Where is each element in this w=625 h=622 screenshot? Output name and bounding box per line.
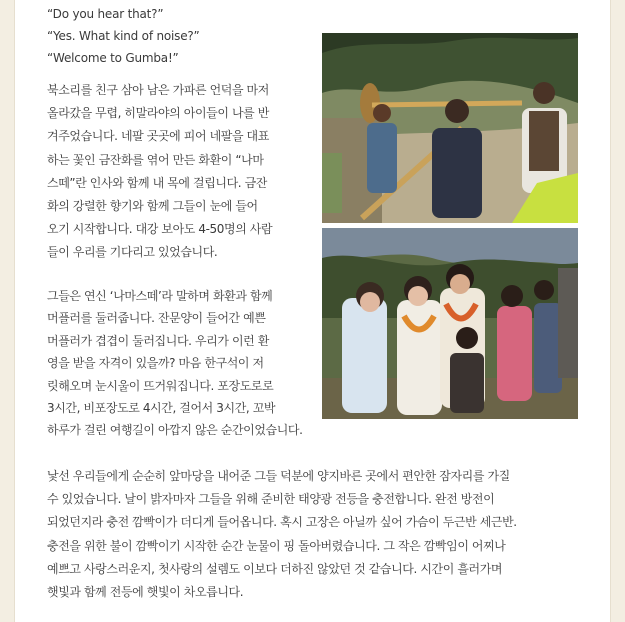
text-line: 들이 우리를 기다리고 있었습니다.	[47, 245, 218, 260]
photo-horn-players-image	[322, 33, 578, 223]
text-line: 머플러가 겹겹이 둘러집니다. 우리가 이런 환	[47, 333, 269, 348]
photo-garland-welcome	[322, 228, 578, 419]
text-line: 겨주었습니다. 네팔 곳곳에 피어 네팔을 대표	[47, 129, 269, 144]
text-line: 스떼”란 인사와 함께 내 목에 걸립니다. 금잔	[47, 175, 267, 190]
paragraph-charging	[47, 465, 583, 604]
text-line: 하루가 걸린 여행길이 아깝지 않은 순간이었습니다.	[47, 423, 303, 438]
text-line: 화의 강렬한 향기와 함께 그들이 눈에 들어	[47, 199, 258, 214]
text-line: 되었던지라 충전 깜빡이가 더디게 들어옵니다. 혹시 고장은 아닐까 싶어 가슴이 두근반 세근반.	[47, 515, 517, 530]
dialogue-line: “Do you hear that?”	[47, 7, 164, 21]
text-line: 낯선 우리들에게 순순히 앞마당을 내어준 그들 덕분에 양지바른 곳에서 편안한 잠자리를 가질	[47, 469, 510, 483]
dialogue-line: “Welcome to Gumba!”	[47, 51, 179, 65]
text-line: 그들은 연신 ‘나마스떼’라 말하며 화환과 함께	[47, 289, 273, 303]
text-line: 북소리를 친구 삼아 남은 가파른 언덕을 마저	[47, 83, 269, 97]
text-line: 올라갔을 무렵, 히말라야의 아이들이 나를 반	[47, 106, 269, 121]
text-line: 예쁘고 사랑스러운지, 첫사랑의 설렘도 이보다 더하진 않았던 것 같습니다. 시간이 흘러가며	[47, 561, 503, 576]
text-line: 수 있었습니다. 날이 밝자마자 그들을 위해 준비한 태양광 전등을 충전합니다. 완전 방전이	[47, 492, 495, 507]
text-line: 3시간, 비포장도로 4시간, 걸어서 3시간, 꼬박	[47, 401, 276, 416]
dialogue-block	[47, 3, 307, 69]
text-line: 하는 꽃인 금잔화를 엮어 만든 화환이 “나마	[47, 152, 264, 167]
photo-horn-players	[322, 33, 578, 223]
paragraph-greeting	[47, 79, 309, 265]
text-line: 충전을 위한 불이 깜빡이기 시작한 순간 눈물이 핑 돌아버렸습니다. 그 작은 깜빡임이 어찌나	[47, 538, 506, 553]
text-line: 햇빛과 함께 전등에 햇빛이 차오릅니다.	[47, 585, 244, 600]
text-line: 머플러를 둘러줍니다. 잔문양이 들어간 예쁜	[47, 311, 266, 326]
text-line: 영을 받을 자격이 있을까? 마음 한구석이 저	[47, 356, 264, 371]
paragraph-welcome	[47, 285, 309, 442]
photo-garland-welcome-image	[322, 228, 578, 419]
text-line: 릿해오며 눈시울이 뜨거워집니다. 포장도로로	[47, 378, 274, 393]
dialogue-line: “Yes. What kind of noise?”	[47, 29, 200, 43]
text-line: 오기 시작합니다. 대강 보아도 4-50명의 사람	[47, 222, 273, 237]
